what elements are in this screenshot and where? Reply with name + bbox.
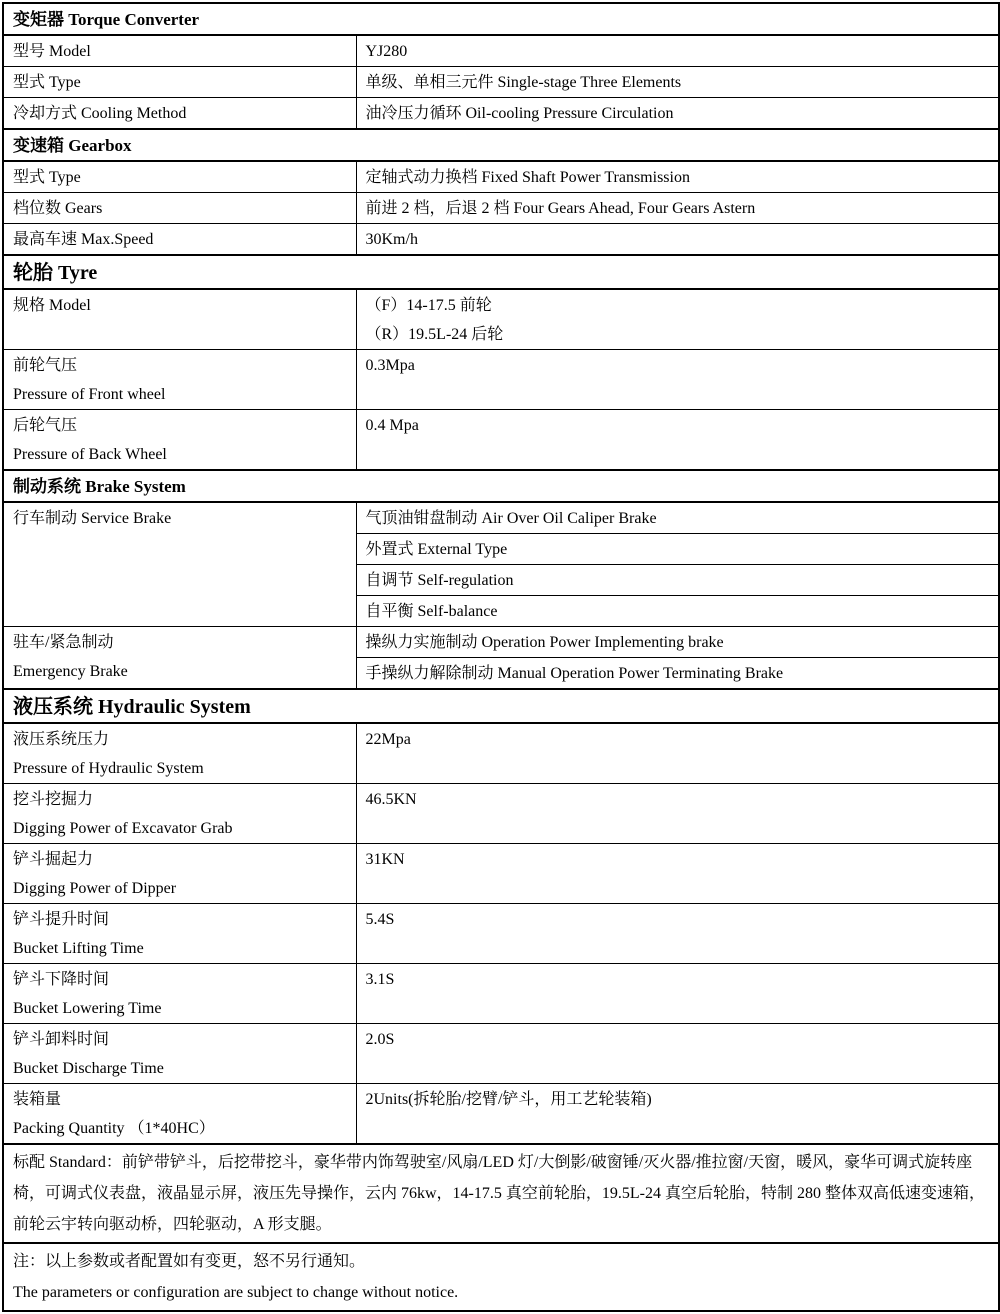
parameter-label-line: Pressure of Back Wheel bbox=[13, 446, 167, 463]
parameter-label-line: 装箱量 bbox=[13, 1091, 62, 1108]
parameter-label-line: 铲斗掘起力 bbox=[13, 851, 94, 868]
spec-row bbox=[3, 289, 999, 350]
spec-row bbox=[3, 67, 999, 98]
parameter-label-line: 行车制动 Service Brake bbox=[13, 510, 172, 527]
parameter-value-cell bbox=[356, 565, 999, 596]
parameter-label-line: Bucket Lowering Time bbox=[13, 1000, 162, 1017]
parameter-value-line: （R）19.5L-24 后轮 bbox=[365, 326, 504, 343]
parameter-value-line: 2Units(拆轮胎/挖臂/铲斗，用工艺轮装箱) bbox=[365, 1091, 652, 1108]
change-without-notice-note bbox=[3, 1243, 999, 1311]
parameter-value-line: （F）14-17.5 前轮 bbox=[365, 297, 492, 314]
parameter-value-line: 3.1S bbox=[365, 971, 395, 988]
parameter-label-line: 前轮气压 bbox=[13, 357, 78, 374]
spec-row bbox=[3, 1084, 999, 1145]
parameter-label-line: Bucket Lifting Time bbox=[13, 940, 144, 957]
parameter-value-cell bbox=[356, 904, 999, 964]
change-without-notice-note-line: 注：以上参数或者配置如有变更，怒不另行通知。 bbox=[13, 1253, 366, 1270]
spec-row bbox=[3, 410, 999, 471]
parameter-value-line: 自调节 Self-regulation bbox=[365, 572, 514, 589]
parameter-label-line: 规格 Model bbox=[13, 297, 91, 314]
parameter-label-cell bbox=[3, 193, 356, 224]
parameter-value-line: 前进 2 档，后退 2 档 Four Gears Ahead, Four Gears Astern bbox=[365, 200, 756, 217]
parameter-label-cell bbox=[3, 1024, 356, 1084]
parameter-label-cell bbox=[3, 350, 356, 410]
parameter-label-line: 驻车/紧急制动 bbox=[13, 634, 114, 651]
parameter-value-cell bbox=[356, 410, 999, 471]
parameter-value-line: 46.5KN bbox=[365, 791, 417, 808]
parameter-value-cell bbox=[356, 844, 999, 904]
parameter-label-cell bbox=[3, 784, 356, 844]
parameter-label-line: Emergency Brake bbox=[13, 663, 128, 680]
spec-row bbox=[3, 161, 999, 193]
change-without-notice-note-row bbox=[3, 1243, 999, 1311]
parameter-label-line: 铲斗提升时间 bbox=[13, 911, 110, 928]
spec-table bbox=[2, 2, 1000, 1312]
parameter-value-line: 30Km/h bbox=[365, 231, 418, 248]
section-header-row bbox=[3, 470, 999, 502]
section-header-row bbox=[3, 3, 999, 35]
parameter-label-cell bbox=[3, 904, 356, 964]
parameter-label-cell bbox=[3, 1084, 356, 1145]
section-header: 变矩器 Torque Converter bbox=[3, 3, 999, 35]
section-header: 变速箱 Gearbox bbox=[3, 129, 999, 161]
parameter-label-line: Digging Power of Dipper bbox=[13, 880, 177, 897]
parameter-label-line: 后轮气压 bbox=[13, 417, 78, 434]
parameter-value-cell bbox=[356, 98, 999, 130]
parameter-value-line: 油冷压力循环 Oil-cooling Pressure Circulation bbox=[365, 105, 674, 122]
parameter-value-line: 0.3Mpa bbox=[365, 357, 415, 374]
parameter-value-line: 气顶油钳盘制动 Air Over Oil Caliper Brake bbox=[365, 510, 657, 527]
parameter-label-cell bbox=[3, 35, 356, 67]
parameter-value-cell bbox=[356, 35, 999, 67]
parameter-value-cell bbox=[356, 161, 999, 193]
spec-row bbox=[3, 964, 999, 1024]
parameter-value-line: 2.0S bbox=[365, 1031, 395, 1048]
standard-configuration-note-row bbox=[3, 1144, 999, 1243]
parameter-label-cell bbox=[3, 289, 356, 350]
change-without-notice-note-line: The parameters or configuration are subject to change without notice. bbox=[13, 1284, 459, 1301]
parameter-label-line: 铲斗卸料时间 bbox=[13, 1031, 110, 1048]
parameter-label-line: 铲斗下降时间 bbox=[13, 971, 110, 988]
parameter-value-cell bbox=[356, 193, 999, 224]
section-header-row bbox=[3, 129, 999, 161]
parameter-value-line: 31KN bbox=[365, 851, 405, 868]
standard-configuration-note bbox=[3, 1144, 999, 1243]
parameter-label-line: 型式 Type bbox=[13, 74, 81, 91]
parameter-label-cell bbox=[3, 844, 356, 904]
parameter-value-cell bbox=[356, 596, 999, 627]
parameter-value-cell bbox=[356, 658, 999, 690]
parameter-value-line: YJ280 bbox=[365, 43, 408, 60]
spec-row bbox=[3, 723, 999, 784]
parameter-label-cell bbox=[3, 723, 356, 784]
spec-row bbox=[3, 193, 999, 224]
section-header: 制动系统 Brake System bbox=[3, 470, 999, 502]
parameter-value-line: 0.4 Mpa bbox=[365, 417, 419, 434]
section-header: 液压系统 Hydraulic System bbox=[3, 689, 999, 723]
parameter-value-line: 5.4S bbox=[365, 911, 395, 928]
parameter-label-cell bbox=[3, 98, 356, 130]
parameter-value-line: 定轴式动力换档 Fixed Shaft Power Transmission bbox=[365, 169, 690, 186]
parameter-value-cell bbox=[356, 723, 999, 784]
parameter-value-cell bbox=[356, 289, 999, 350]
parameter-label-cell bbox=[3, 502, 356, 627]
spec-row bbox=[3, 350, 999, 410]
section-header-row bbox=[3, 255, 999, 289]
spec-row bbox=[3, 98, 999, 130]
parameter-label-line: 冷却方式 Cooling Method bbox=[13, 105, 187, 122]
parameter-label-line: 挖斗挖掘力 bbox=[13, 791, 94, 808]
spec-row bbox=[3, 904, 999, 964]
parameter-value-cell bbox=[356, 964, 999, 1024]
parameter-label-line: 型号 Model bbox=[13, 43, 91, 60]
parameter-value-cell bbox=[356, 350, 999, 410]
parameter-value-cell bbox=[356, 627, 999, 658]
parameter-value-line: 单级、单相三元件 Single-stage Three Elements bbox=[365, 74, 682, 91]
parameter-value-cell bbox=[356, 1084, 999, 1145]
parameter-label-line: 液压系统压力 bbox=[13, 731, 110, 748]
parameter-value-line: 自平衡 Self-balance bbox=[365, 603, 498, 620]
parameter-value-cell bbox=[356, 67, 999, 98]
parameter-label-line: Bucket Discharge Time bbox=[13, 1060, 164, 1077]
section-header-row bbox=[3, 689, 999, 723]
parameter-value-cell bbox=[356, 1024, 999, 1084]
parameter-value-line: 外置式 External Type bbox=[365, 541, 508, 558]
parameter-label-cell bbox=[3, 410, 356, 471]
parameter-value-cell bbox=[356, 534, 999, 565]
spec-row bbox=[3, 35, 999, 67]
parameter-label-cell bbox=[3, 161, 356, 193]
parameter-label-cell bbox=[3, 627, 356, 690]
parameter-value-cell bbox=[356, 784, 999, 844]
parameter-label-cell bbox=[3, 67, 356, 98]
parameter-label-line: 型式 Type bbox=[13, 169, 81, 186]
parameter-label-line: 最高车速 Max.Speed bbox=[13, 231, 154, 248]
parameter-label-cell bbox=[3, 964, 356, 1024]
parameter-label-line: Pressure of Front wheel bbox=[13, 386, 166, 403]
parameter-label-cell bbox=[3, 224, 356, 256]
parameter-value-cell bbox=[356, 502, 999, 534]
spec-row bbox=[3, 224, 999, 256]
parameter-label-line: Digging Power of Excavator Grab bbox=[13, 820, 233, 837]
spec-table-body bbox=[3, 3, 999, 1311]
spec-row bbox=[3, 784, 999, 844]
parameter-label-line: Packing Quantity （1*40HC） bbox=[13, 1120, 215, 1137]
spec-row bbox=[3, 844, 999, 904]
spec-row bbox=[3, 1024, 999, 1084]
parameter-label-line: 档位数 Gears bbox=[13, 200, 103, 217]
parameter-value-line: 手操纵力解除制动 Manual Operation Power Terminating Brake bbox=[365, 665, 784, 682]
spec-row bbox=[3, 502, 999, 534]
parameter-value-line: 22Mpa bbox=[365, 731, 411, 748]
parameter-label-line: Pressure of Hydraulic System bbox=[13, 760, 204, 777]
standard-configuration-note-line: 标配 Standard：前铲带铲斗，后挖带挖斗，豪华带内饰驾驶室/风扇/LED 灯/大倒影/破窗锤/灭火器/推拉窗/天窗，暖风，豪华可调式旋转座椅，可调式仪表盘，液晶显示屏，液压先导操作，云内 76kw，14-17.5 真空前轮胎，19.5L-24 真空后轮胎，特制 280 整体双高低速变速箱，前轮云宇转向驱动桥，四轮驱动，A 形支腿。 bbox=[13, 1154, 985, 1233]
spec-row bbox=[3, 627, 999, 658]
parameter-value-cell bbox=[356, 224, 999, 256]
parameter-value-line: 操纵力实施制动 Operation Power Implementing brake bbox=[365, 634, 724, 651]
section-header: 轮胎 Tyre bbox=[3, 255, 999, 289]
